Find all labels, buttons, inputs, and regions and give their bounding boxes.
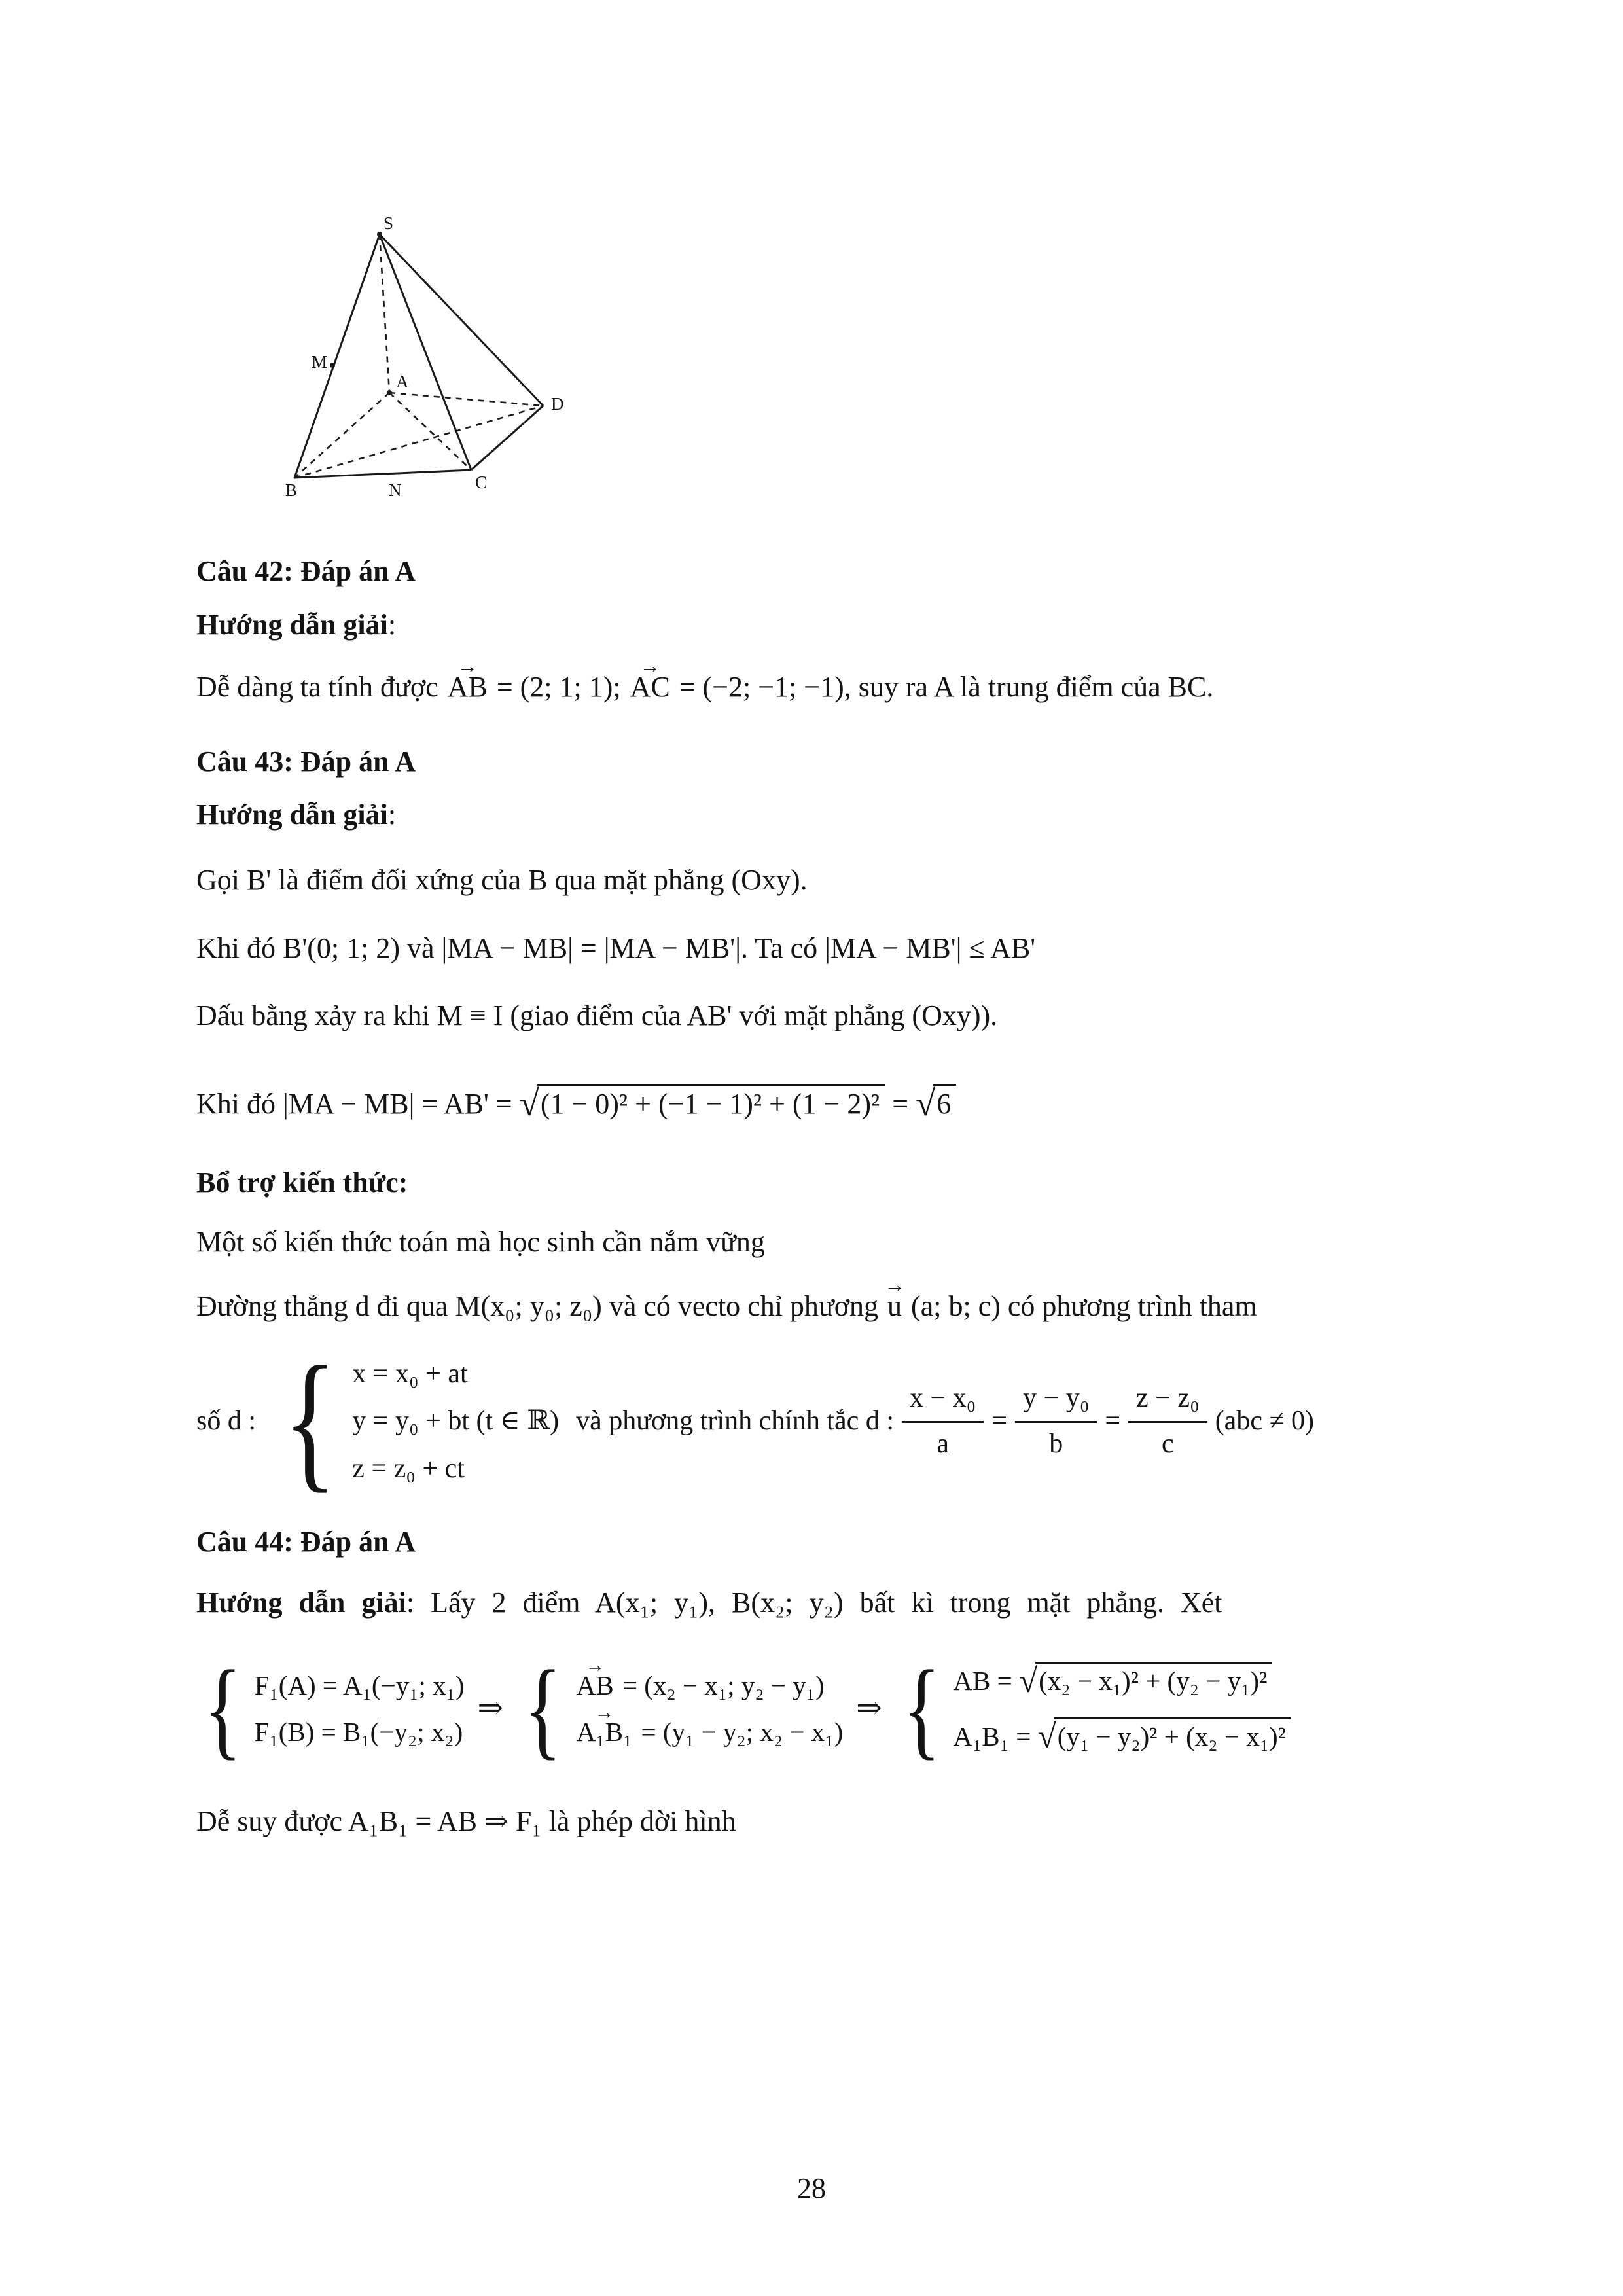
sqrt-sign: √: [519, 1083, 539, 1123]
sqrt-sign: √: [1037, 1717, 1056, 1755]
q42-guide-label: Hướng dẫn giải: [196, 608, 388, 641]
q42-heading: Câu 42: Đáp án A: [196, 555, 416, 587]
q42-ab-value: = (2; 1; 1);: [496, 671, 621, 704]
q43-line3: Dấu bằng xảy ra khi M ≡ I (giao điểm của AB' với mặt phẳng (Oxy)).: [196, 999, 998, 1032]
solid-edges: [294, 234, 543, 478]
left-brace: {: [283, 1335, 337, 1507]
page-number: 28: [797, 2172, 826, 2204]
fraction-z-denominator: c: [1162, 1429, 1174, 1460]
q42-ac-value: = (−2; −1; −1),: [679, 671, 851, 704]
support-line2-pre: Đường thẳng d đi qua M(x₀; y₀; z₀) và có vecto chỉ phương: [196, 1289, 879, 1322]
q43-guide-colon: :: [387, 798, 397, 831]
vector-a1b1: → A₁B₁: [575, 1714, 635, 1750]
vector-ab: → AB: [446, 667, 490, 708]
vertex-label-c: C: [475, 473, 488, 492]
q44-sys2-row2-rest: = (y₁ − y₂; x₂ − x₁): [641, 1716, 844, 1747]
q43-heading: Câu 43: Đáp án A: [196, 745, 416, 778]
q42-guide-colon: :: [387, 608, 397, 641]
q44-system-1: [196, 1647, 465, 1770]
support-line2: [196, 1286, 1420, 1327]
q44-system-2: [516, 1647, 844, 1770]
q43-radicand: (1 − 0)² + (−1 − 1)² + (1 − 2)²: [537, 1084, 885, 1120]
sqrt-sign-2: √: [916, 1083, 936, 1123]
q42-intro-text: Dễ dàng ta tính được: [196, 671, 438, 704]
q44-sys3-row1: [953, 1659, 1291, 1704]
q44-sys3-row2-pre: A₁B₁ =: [953, 1721, 1031, 1751]
q44-guide-label: Hướng dẫn giải: [196, 1587, 406, 1619]
pyramid-figure-svg: [255, 216, 569, 511]
q44-derivation-row: [196, 1647, 1420, 1770]
fraction-y-denominator: b: [1049, 1429, 1063, 1460]
left-brace: {: [204, 1647, 242, 1770]
canonical-fraction-y: [1015, 1380, 1097, 1462]
vector-u: → u: [885, 1286, 904, 1327]
sqrt-sign: √: [1018, 1662, 1038, 1700]
fraction-x-denominator: a: [936, 1429, 949, 1460]
fraction-x-numerator: x − x₀: [902, 1380, 984, 1423]
q43-guide-label: Hướng dẫn giải: [196, 798, 388, 831]
q44-sys1-row1: F₁(A) = A₁(−y₁; x₁): [254, 1670, 465, 1700]
implies-arrow-1: ⇒: [477, 1691, 504, 1726]
vector-ac: → AC: [628, 667, 672, 708]
q43-line4-equals: =: [892, 1087, 909, 1120]
q44-guide-colon: :: [406, 1587, 415, 1619]
q43-line2: Khi đó B'(0; 1; 2) và |MA − MB| = |MA − MB'|. Ta có |MA − MB'| ≤ AB': [196, 931, 1036, 964]
q44-sys2-row1-rest: = (x₂ − x₁; y₂ − y₁): [622, 1670, 825, 1700]
canonical-fraction-x: [902, 1380, 984, 1462]
vertex-label-n: N: [389, 480, 402, 500]
parametric-row-z: z = z₀ + ct: [352, 1453, 465, 1484]
implies-arrow-2: ⇒: [856, 1691, 882, 1726]
support-heading: Bổ trợ kiến thức:: [196, 1166, 408, 1198]
vertex-label-s: S: [383, 216, 394, 233]
q44-closing: Dễ suy được A₁B₁ = AB ⇒ F₁ là phép dời hình: [196, 1805, 736, 1838]
q44-guide: [196, 1583, 1420, 1623]
left-brace: {: [902, 1647, 941, 1770]
q42-outro-text: suy ra A là trung điểm của BC.: [858, 671, 1214, 704]
left-brace: {: [524, 1647, 562, 1770]
q44-sys1-row2: F₁(B) = B₁(−y₂; x₂): [254, 1716, 463, 1747]
q42-solution-line: [196, 667, 1420, 708]
q44-system-3: [895, 1647, 1291, 1770]
parametric-row-y: y = y₀ + bt (t ∈ ℝ): [352, 1406, 560, 1437]
vertex-label-b: B: [285, 480, 298, 500]
parametric-row-x: x = x₀ + at: [352, 1358, 468, 1389]
pyramid-figure: [255, 216, 569, 511]
canonical-label: và phương trình chính tắc d :: [576, 1406, 894, 1437]
support-line2-post: (a; b; c) có phương trình tham: [911, 1289, 1257, 1322]
q43-line4-pre: Khi đó |MA − MB| = AB' =: [196, 1087, 512, 1120]
q44-sys3-row2: [953, 1714, 1291, 1759]
q44-sys2-row2: [575, 1714, 844, 1750]
canonical-fraction-z: [1128, 1380, 1207, 1462]
canonical-condition: (abc ≠ 0): [1215, 1406, 1314, 1437]
q44-sys2-row1: [575, 1668, 844, 1704]
q44-guide-rest: Lấy 2 điểm A(x₁; y₁), B(x₂; y₂) bất kì trong mặt phẳng. Xét: [431, 1587, 1222, 1619]
vertex-label-d: D: [551, 394, 564, 414]
q44-sys3-row1-radicand: (x₂ − x₁)² + (y₂ − y₁)²: [1035, 1662, 1272, 1696]
dashed-edges: [294, 234, 543, 478]
q44-heading: Câu 44: Đáp án A: [196, 1525, 416, 1558]
vertex-dots: [330, 232, 392, 395]
support-line1: Một số kiến thức toán mà học sinh cần nắm vững: [196, 1226, 765, 1259]
parametric-system: [273, 1335, 560, 1507]
canonical-equals-2: =: [1105, 1406, 1121, 1437]
vertex-label-a: A: [396, 372, 409, 391]
q43-guide: [196, 795, 1420, 835]
q43-line1: Gọi B' là điểm đối xứng của B qua mặt phẳng (Oxy).: [196, 863, 808, 896]
fraction-y-numerator: y − y₀: [1015, 1380, 1097, 1423]
parametric-equation-row: [196, 1335, 1420, 1507]
q43-result: 6: [933, 1084, 956, 1120]
q42-guide: [196, 605, 1420, 645]
q43-line4: [196, 1078, 1420, 1128]
canonical-equals-1: =: [991, 1406, 1008, 1437]
fraction-z-numerator: z − z₀: [1128, 1380, 1207, 1423]
vertex-label-m: M: [312, 352, 328, 372]
vector-ab: → AB: [575, 1668, 616, 1704]
parametric-label: số d :: [196, 1406, 257, 1437]
q44-sys3-row2-radicand: (y₁ − y₂)² + (x₂ − x₁)²: [1054, 1717, 1291, 1751]
q44-sys3-row1-pre: AB =: [953, 1665, 1012, 1696]
